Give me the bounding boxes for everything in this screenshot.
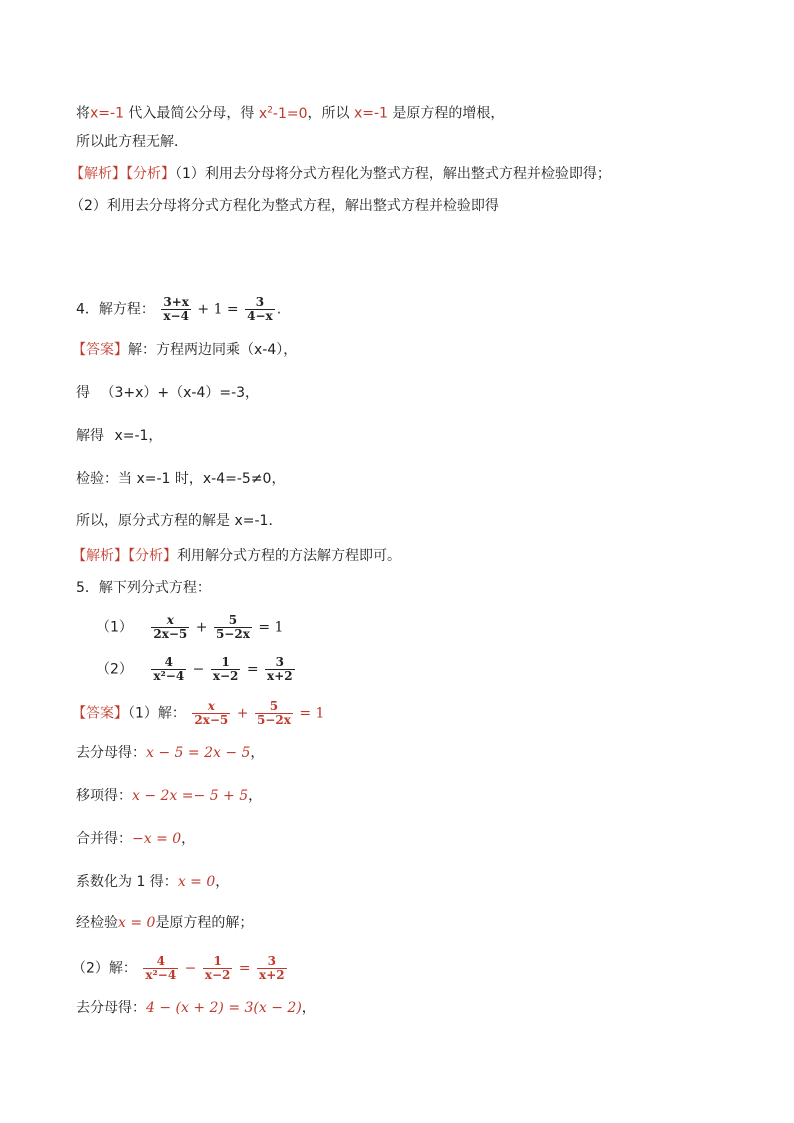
equation-1: （1） $\frac{x}{2x-5}$ + $\frac{5}{5-2x}$ = 1: [96, 613, 284, 641]
step-line: 移项得：x − 2x =− 5 + 5，: [76, 788, 263, 804]
text: 是原方程的增根，: [387, 105, 505, 122]
math-inline: x=-1: [353, 105, 388, 122]
answer-line: 【答案】解：方程两边同乘（x-4），: [72, 342, 298, 358]
fraction: $\frac{3}{x+2}$: [267, 655, 293, 683]
answer-line: 【答案】（1）解： $\frac{x}{2x-5}$ + $\frac{5}{5-2x}$ = 1: [72, 699, 325, 727]
text-line-2: 所以此方程无解．: [76, 134, 188, 150]
text: 将: [76, 105, 90, 122]
analysis-tag: 【解析】: [70, 166, 126, 182]
step-line: 合并得：−x = 0，: [76, 831, 196, 847]
fraction: $\frac{5}{5-2x}$: [215, 613, 250, 641]
math-inline: $x^2-1=0$: [258, 105, 308, 122]
answer-tag: 【答案】: [72, 705, 128, 722]
step-line: 经检验x = 0是原方程的解；: [76, 915, 254, 931]
fraction: $\frac{3}{4-x}$: [247, 295, 273, 323]
fraction: $\frac{3}{x+2}$: [259, 954, 285, 982]
analysis-line: 【解析】【分析】利用解分式方程的方法解方程即可。: [72, 548, 401, 564]
answer-line: 所以，原分式方程的解是 x=-1．: [76, 513, 283, 529]
fraction: $\frac{5}{5-2x}$: [256, 699, 291, 727]
analysis-tag: 【解析】: [72, 548, 128, 564]
fraction: $\frac{x}{2x-5}$: [153, 613, 188, 641]
fraction: $\frac{3+x}{x-4}$: [163, 295, 189, 323]
analysis-tag: 【分析】: [126, 166, 175, 182]
answer-tag: 【答案】: [72, 342, 128, 358]
analysis-line: 【解析】【分析】（1）利用去分母将分式方程化为整式方程，解出整式方程并检验即得；: [70, 166, 611, 182]
math-inline: x=-1: [90, 105, 124, 122]
answer-line: 解得 x=-1，: [76, 428, 163, 444]
analysis-tag: 【分析】: [128, 548, 177, 564]
fraction: $\frac{1}{x-2}$: [204, 954, 231, 982]
answer-line: 检验：当 x=-1 时，x-4=-5≠0，: [76, 471, 286, 487]
fraction: $\frac{4}{\text{x²−4}}$: [145, 954, 177, 982]
step-line: 去分母得：4 − (x + 2) = 3(x − 2)，: [76, 1000, 316, 1016]
answer-line: （2）解： $\frac{4}{\text{x²−4}}$ − $\frac{1}{x-2}$ = $\frac{3}{x+2}$: [72, 954, 285, 982]
analysis-line-2: （2）利用去分母将分式方程化为整式方程，解出整式方程并检验即得: [70, 198, 499, 214]
fraction: $\frac{4}{\text{x²−4}}$: [153, 655, 185, 683]
question-label: 4．解方程：: [76, 301, 155, 318]
step-line: 系数化为 1 得：x = 0，: [76, 874, 230, 890]
equation-2: （2） $\frac{4}{\text{x²−4}}$ − $\frac{1}{x-2}$ = $\frac{3}{x+2}$: [96, 655, 293, 683]
question-4: 4．解方程： $\frac{3+x}{x-4}$ + 1 = $\frac{3}{4-x}$ .: [76, 295, 282, 323]
text: 代入最简公分母，得: [123, 105, 259, 122]
question-5: 5．解下列分式方程：: [76, 580, 211, 596]
text: ，所以: [307, 105, 354, 122]
fraction: $\frac{x}{2x-5}$: [194, 699, 229, 727]
answer-line: 得 （3+x）+（x-4）=-3，: [76, 385, 260, 401]
text-line-1: [76, 100, 504, 124]
step-line: 去分母得：x − 5 = 2x − 5，: [76, 745, 265, 761]
fraction: $\frac{1}{x-2}$: [212, 655, 239, 683]
